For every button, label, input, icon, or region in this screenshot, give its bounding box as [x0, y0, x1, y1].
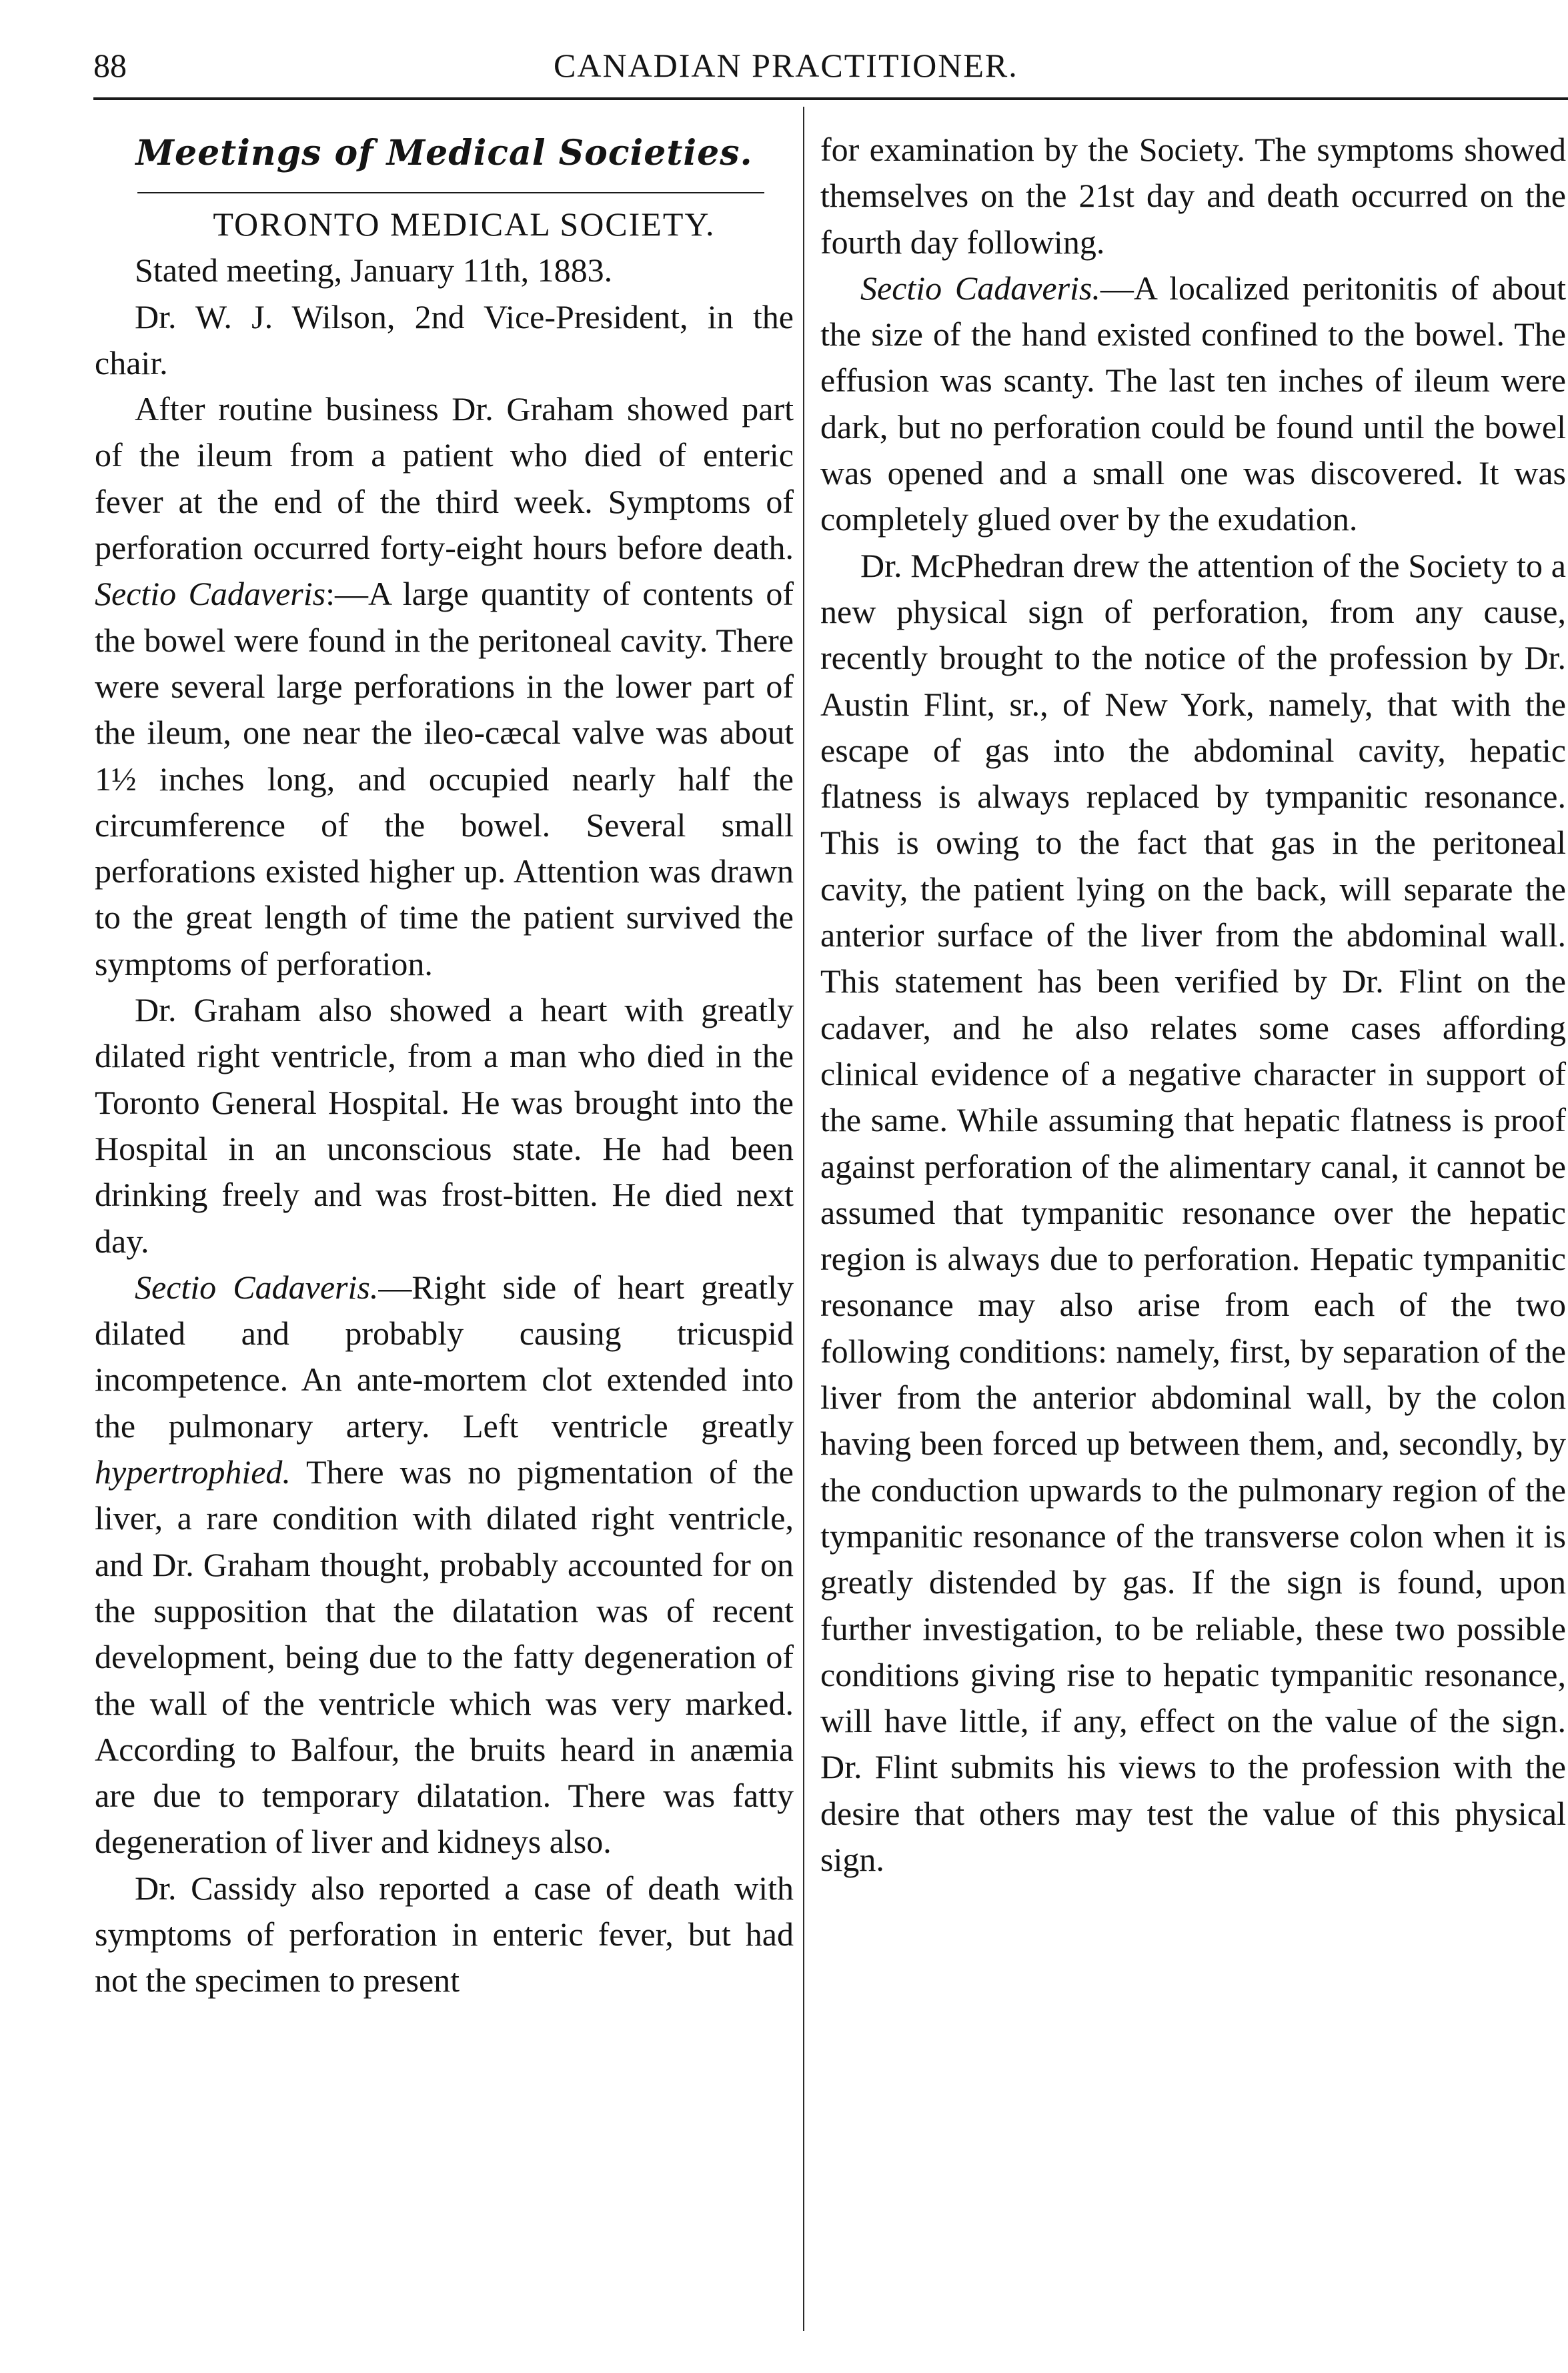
paragraph-text: —A localized peritonitis of about the size of the hand existed confined to the bowel. The effusion was scanty. The last ten inches of ileum were dark, but no perforation could be found until the bowel was opened and a small one was discovered. It was completely glued over by the exudation.: [820, 269, 1566, 538]
left-column: [95, 127, 794, 2004]
journal-title: CANADIAN PRACTITIONER.: [554, 47, 1018, 84]
header-rule: [93, 97, 1568, 100]
paragraph-text: After routine business Dr. Graham showed part of the ileum from a patient who died of enteric fever at the end of the third week. Symptoms of perforation occurred forty-eight hours before death.: [95, 390, 794, 567]
meeting-date: Stated meeting, January 11th, 1883.: [135, 251, 613, 289]
page-number: 88: [93, 47, 127, 84]
paragraph-continued: for examination by the Society. The symptoms showed themselves on the 21st day and death occurred on the fourth day following.: [820, 131, 1566, 261]
column-divider: [803, 107, 804, 2331]
paragraph-cassidy-sectio: [820, 265, 1566, 543]
society-name: TORONTO MEDICAL SOCIETY.: [213, 205, 716, 243]
paragraph-heart-specimen: Dr. Graham also showed a heart with greatly dilated right ventricle, from a man who died in the Toronto General Hospital. He was brought into the Hospital in an unconscious state. He had been drinking freely and was frost-bitten. He died next day.: [95, 991, 794, 1260]
paragraph-cassidy-case: Dr. Cassidy also reported a case of death with symptoms of perforation in enteric fever, but had not the specimen to present: [95, 1869, 794, 2000]
sectio-cadaveris-label: Sectio Cadaveris.: [860, 269, 1100, 307]
paragraph-heart-sectio: [95, 1265, 794, 1865]
chair-line: Dr. W. J. Wilson, 2nd Vice-President, in the chair.: [95, 297, 794, 381]
paragraph-mcphedran-sign: Dr. McPhedran drew the attention of the Society to a new physical sign of perforation, from any cause, recently brought to the notice of the profession by Dr. Austin Flint, sr., of New York, namely, that with the escape of gas into the abdominal cavity, hepatic flatness is always replaced by tympanitic resonance. This is owing to the fact that gas in the peritoneal cavity, the patient lying on the back, will separate the anterior surface of the liver from the abdominal wall. This statement has been verified by Dr. Flint on the cadaver, and he also relates some cases affording clinical evidence of a negative character in support of the same. While assuming that hepatic flatness is proof against perforation of the alimentary canal, it cannot be assumed that tympanitic resonance over the hepatic region is always due to perforation. Hepatic tympanitic resonance may also arise from each of the two following conditions: namely, first, by separation of the liver from the anterior abdominal wall, by the colon having been forced up between them, and, secondly, by the conduction upwards to the pulmonary region of the tympanitic resonance of the transverse colon when it is greatly distended by gas. If the sign is found, upon further investigation, to be reliable, these two possible conditions giving rise to hepatic tympanitic resonance, will have little, if any, effect on the value of the sign. Dr. Flint submits his views to the profession with the desire that others may test the value of this physical sign.: [820, 546, 1566, 1878]
paragraph-text: There was no pigmentation of the liver, a rare condition with dilated right ventricle, and Dr. Graham thought, probably accounted for on the supposition that the dilatation was of recent development, being due to the fatty degeneration of the wall of the ventricle which was very marked. According to Balfour, the bruits heard in anæmia are due to temporary dilatation. There was fatty degeneration of liver and kidneys also.: [95, 1453, 794, 1861]
italic-term: hypertrophied.: [95, 1453, 291, 1491]
running-head: [93, 39, 1568, 92]
right-column: [820, 127, 1566, 1883]
section-title: Meetings of Medical Societies.: [135, 133, 753, 173]
paragraph-text: :—A large quantity of contents of the bowel were found in the peritoneal cavity. There were several large perforations in the lower part of the ileum, one near the ileo-cæcal valve was about 1½ inches long, and occupied nearly half the circumference of the bowel. Several small perforations existed higher up. Attention was drawn to the great length of time the patient survived the symptoms of perforation.: [95, 575, 794, 982]
section-title-rule: [137, 192, 764, 193]
sectio-cadaveris-label: Sectio Cadaveris.: [135, 1268, 379, 1306]
paragraph-ileum-specimen: [95, 386, 794, 987]
paragraph-text: —Right side of heart greatly dilated and probably causing tricuspid incompetence. An ante-mortem clot extended into the pulmonary artery. Left ventricle greatly: [95, 1268, 794, 1445]
sectio-cadaveris-label: Sectio Cadaveris: [95, 575, 326, 613]
